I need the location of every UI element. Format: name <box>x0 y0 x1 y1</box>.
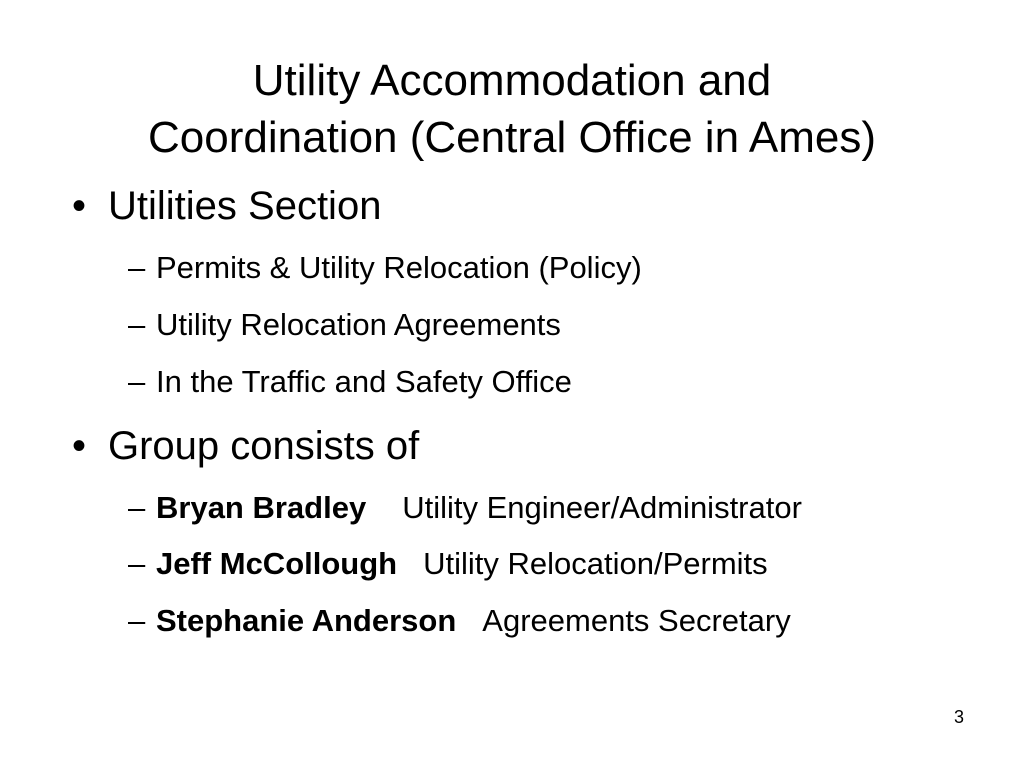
slide-title-line-1: Utility Accommodation and <box>252 56 772 105</box>
dash-marker: – <box>128 490 146 525</box>
member-name: Stephanie Anderson <box>156 603 457 638</box>
member-role: Agreements Secretary <box>482 603 791 638</box>
sub-bullet-text: Utility Relocation Agreements <box>156 307 561 342</box>
slide-title-line-2: Coordination (Central Office in Ames) <box>148 113 876 162</box>
bullet-text: Utilities Section <box>108 184 382 228</box>
page-number: 3 <box>953 707 964 727</box>
dash-marker: – <box>128 546 146 581</box>
slide-title <box>40 52 984 166</box>
bullet-text: Group consists of <box>108 424 420 468</box>
bullet-marker: • <box>72 424 87 468</box>
member-name: Jeff McCollough <box>156 546 398 581</box>
member-jeff-mccollough <box>128 546 768 582</box>
sub-bullet-text: In the Traffic and Safety Office <box>156 364 572 399</box>
bullet-utilities-section <box>72 184 381 228</box>
member-stephanie-anderson <box>128 603 791 639</box>
member-name: Bryan Bradley <box>156 490 367 525</box>
dash-marker: – <box>128 307 146 342</box>
member-role: Utility Relocation/Permits <box>423 546 768 581</box>
bullet-group-consists <box>72 424 419 468</box>
sub-bullet-agreements <box>128 307 561 343</box>
sub-bullet-permits <box>128 250 642 286</box>
dash-marker: – <box>128 603 146 638</box>
sub-bullet-traffic-office <box>128 364 572 400</box>
sub-bullet-text: Permits & Utility Relocation (Policy) <box>156 250 642 285</box>
dash-marker: – <box>128 364 146 399</box>
member-bryan-bradley <box>128 490 802 526</box>
dash-marker: – <box>128 250 146 285</box>
bullet-marker: • <box>72 184 87 228</box>
member-role: Utility Engineer/Administrator <box>402 490 802 525</box>
